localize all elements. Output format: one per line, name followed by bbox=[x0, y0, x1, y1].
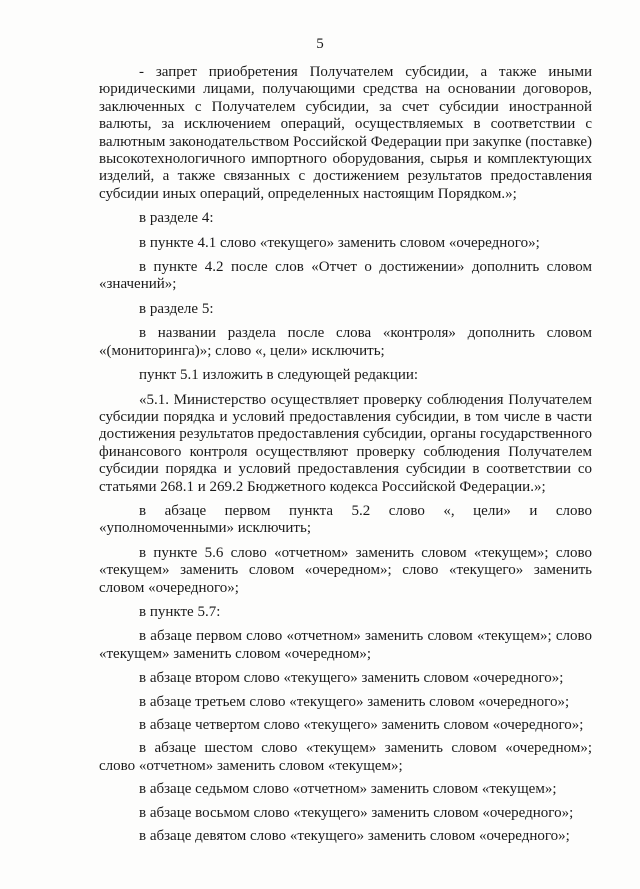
paragraph-point-5-1-intro: пункт 5.1 изложить в следующей редакции: bbox=[139, 367, 419, 384]
paragraph-abzac-9: в абзаце девятом слово «текущего» заменить словом «очередного»; bbox=[139, 828, 570, 845]
paragraph-abzac-3: в абзаце третьем слово «текущего» заменить словом «очередного»; bbox=[139, 693, 570, 710]
paragraph-point-4-2: в пункте 4.2 после слов «Отчет о достижении» дополнить словом «значений»; bbox=[99, 259, 592, 293]
paragraph-point-5-1-text: «5.1. Министерство осуществляет проверку соблюдения Получателем субсидии порядка и условий предоставления субсидии, в том числе в части достижения результатов предоставления субсидии, органы государственного финансового контроля осуществляют проверку соблюдения Получателем субсидии порядка и условий предоставления субсидии в соответствии со статьями 268.1 и 269.2 Бюджетного кодекса Российской Федерации.»; bbox=[99, 391, 592, 495]
paragraph-abzac-1: в абзаце первом слово «отчетном» заменить словом «текущем»; слово «текущем» заменить словом «очередном»; bbox=[99, 628, 592, 662]
paragraph-section-4: в разделе 4: bbox=[139, 210, 214, 227]
paragraph-abzac-4: в абзаце четвертом слово «текущего» заменить словом «очередного»; bbox=[139, 717, 584, 733]
page-number: 5 bbox=[316, 36, 324, 52]
paragraph-section-title: в названии раздела после слова «контроля» дополнить словом «(мониторинга)»; слово «, цели» исключить; bbox=[99, 325, 592, 359]
paragraph-point-5-2: в абзаце первом пункта 5.2 слово «, цели» и слово «уполномоченными» исключить; bbox=[99, 502, 592, 537]
paragraph-point-5-6: в пункте 5.6 слово «отчетном» заменить словом «текущем»; слово «текущем» заменить словом «очередном»; слово «текущего» заменить словом «очередного»; bbox=[99, 544, 592, 596]
paragraph-abzac-6: в абзаце шестом слово «текущем» заменить словом «очередном»; слово «отчетном» заменить словом «текущем»; bbox=[99, 740, 592, 774]
paragraph-currency-ban: - запрет приобретения Получателем субсидии, а также иными юридическими лицами, получающими средства на основании договоров, заключенных с Получателем субсидии, за счет субсидии иностранной валюты, за исключением операций, осуществляемых в соответствии с валютным законодательством Российской Федерации при закупке (поставке) высокотехнологичного импортного оборудования, сырья и комплектующих изделий, а также связанных с достижением результатов предоставления субсидии иных операций, определенных настоящим Порядком.»; bbox=[99, 64, 592, 202]
paragraph-abzac-2: в абзаце втором слово «текущего» заменить словом «очередного»; bbox=[139, 670, 564, 687]
paragraph-abzac-7: в абзаце седьмом слово «отчетном» заменить словом «текущем»; bbox=[139, 781, 557, 798]
paragraph-abzac-8: в абзаце восьмом слово «текущего» заменить словом «очередного»; bbox=[139, 804, 574, 821]
paragraph-point-4-1: в пункте 4.1 слово «текущего» заменить словом «очередного»; bbox=[139, 234, 540, 251]
document-body bbox=[99, 64, 592, 851]
paragraph-section-5: в разделе 5: bbox=[139, 300, 214, 317]
paragraph-point-5-7: в пункте 5.7: bbox=[139, 603, 221, 620]
